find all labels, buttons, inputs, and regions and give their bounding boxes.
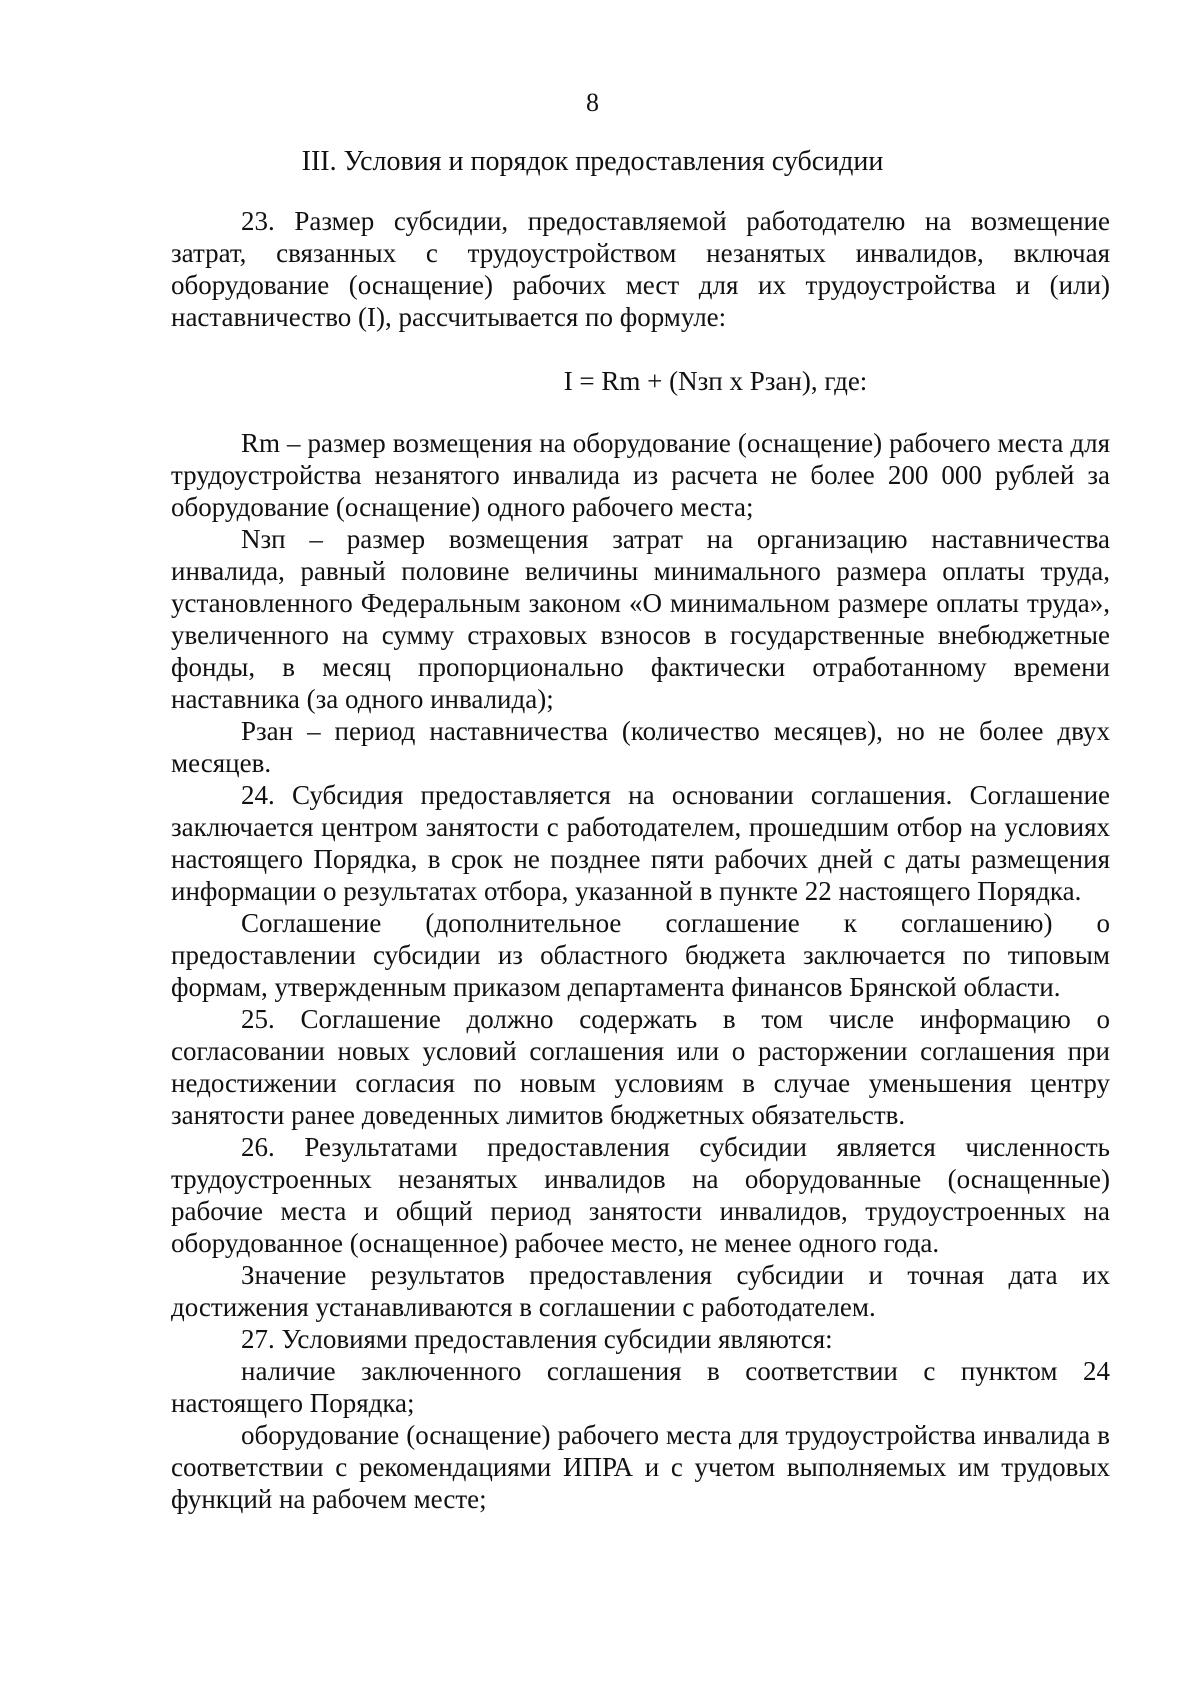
paragraph-23: 23. Размер субсидии, предоставляемой работодателю на возмещение затрат, связанных с трудоустройством незанятых инвалидов, включая оборудование (оснащение) рабочих мест для их трудоустройства и (или) наставничество (I), рассчитывается по формуле: <box>171 206 1110 332</box>
paragraph-27-condition-agreement: наличие заключенного соглашения в соответствии с пунктом 24 настоящего Порядка; <box>171 1356 1110 1418</box>
page-number: 8 <box>586 88 599 117</box>
paragraph-rm-definition: Rm – размер возмещения на оборудование (оснащение) рабочего места для трудоустройства незанятого инвалида из расчета не более 200 000 рублей за оборудование (оснащение) одного рабочего места; <box>171 428 1110 522</box>
paragraph-27: 27. Условиями предоставления субсидии являются: <box>241 1324 833 1354</box>
paragraph-26: 26. Результатами предоставления субсидии является численность трудоустроенных незанятых инвалидов на оборудованные (оснащенные) рабочие места и общий период занятости инвалидов, трудоустроенных на оборудованное (оснащенное) рабочее место, не менее одного года. <box>171 1132 1110 1258</box>
paragraph-24: 24. Субсидия предоставляется на основании соглашения. Соглашение заключается центром занятости с работодателем, прошедшим отбор на условиях настоящего Порядка, в срок не позднее пяти рабочих дней с даты размещения информации о результатах отбора, указанной в пункте 22 настоящего Порядка. <box>171 780 1110 906</box>
paragraph-nzp-definition: Nзп – размер возмещения затрат на организацию наставничества инвалида, равный половине величины минимального размера оплаты труда, установленного Федеральным законом «О минимальном размере оплаты труда», увеличенного на сумму страховых взносов в государственные внебюджетные фонды, в месяц пропорционально фактически отработанному времени наставника (за одного инвалида); <box>171 524 1110 714</box>
paragraph-rzan-definition: Рзан – период наставничества (количество месяцев), но не более двух месяцев. <box>171 716 1110 778</box>
paragraph-24-agreement-forms: Соглашение (дополнительное соглашение к соглашению) о предоставлении субсидии из областного бюджета заключается по типовым формам, утвержденным приказом департамента финансов Брянской области. <box>171 908 1110 1002</box>
paragraph-25: 25. Соглашение должно содержать в том числе информацию о согласовании новых условий соглашения или о расторжении соглашения при недостижении согласия по новым условиям в случае уменьшения центру занятости ранее доведенных лимитов бюджетных обязательств. <box>171 1004 1110 1130</box>
formula: I = Rm + (Nзп х Рзан), где: <box>563 366 868 396</box>
document-body <box>171 205 1110 1515</box>
paragraph-26-results-value: Значение результатов предоставления субсидии и точная дата их достижения устанавливаются в соглашении с работодателем. <box>171 1260 1110 1322</box>
section-title: III. Условия и порядок предоставления субсидии <box>301 146 884 177</box>
paragraph-27-condition-equipment: оборудование (оснащение) рабочего места для трудоустройства инвалида в соответствии с рекомендациями ИПРА и с учетом выполняемых им трудовых функций на рабочем месте; <box>171 1420 1110 1514</box>
